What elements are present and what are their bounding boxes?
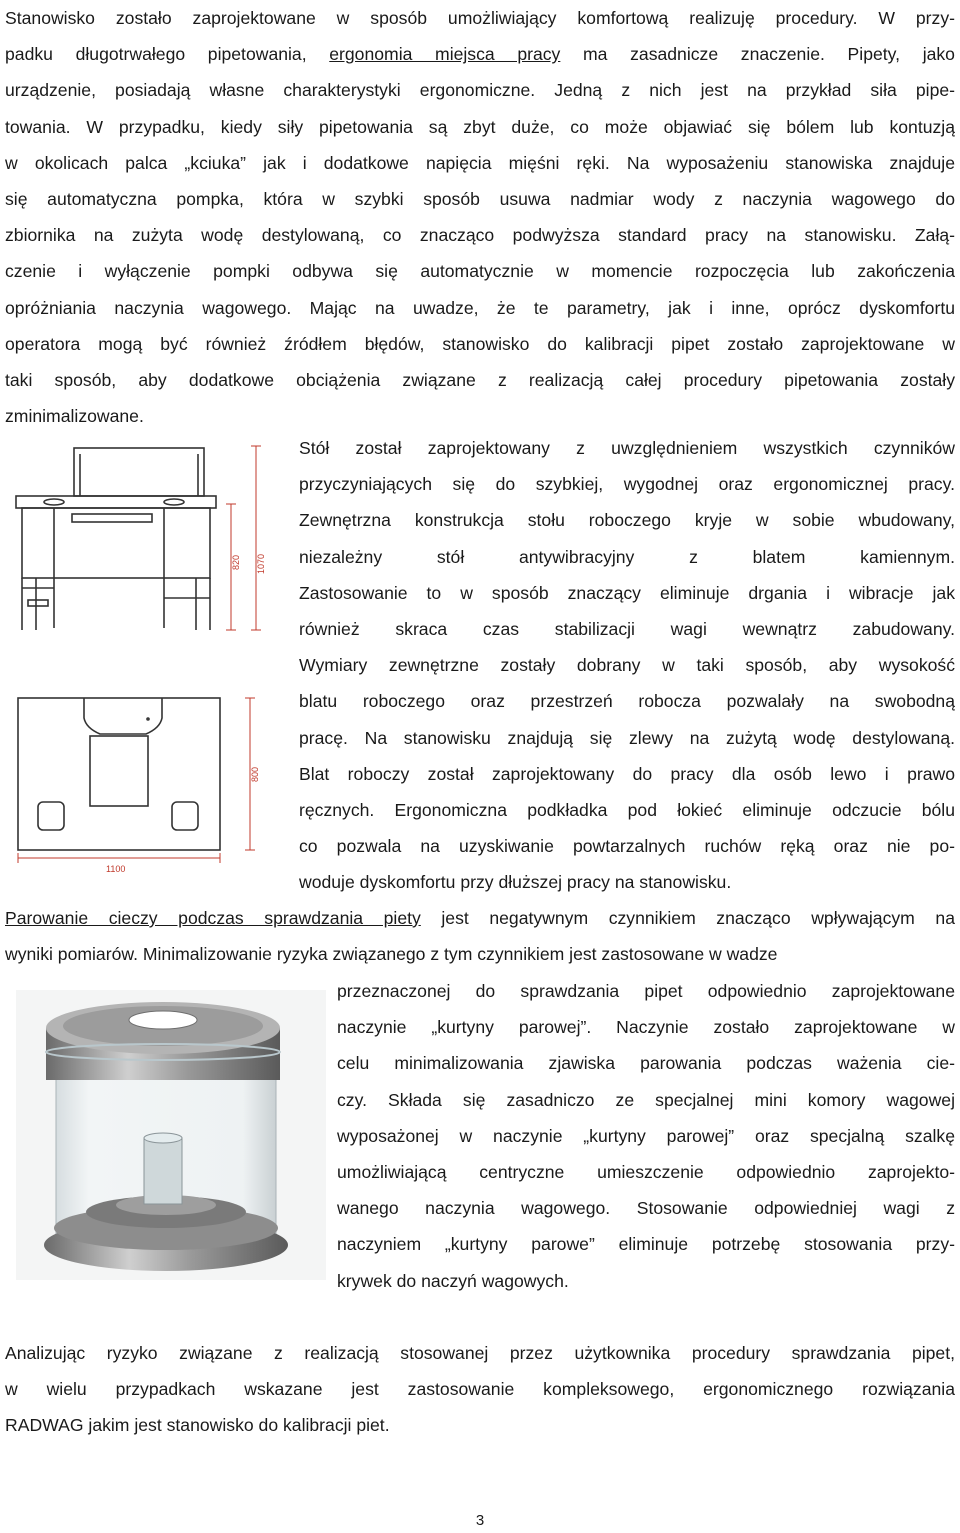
text-line: również skraca czas stabilizacji wagi wewnątrz zabudowany. bbox=[299, 618, 955, 639]
text-line bbox=[5, 36, 955, 72]
paragraph-3 bbox=[5, 900, 955, 972]
text-line: ręcznych. Ergonomiczna podkładka pod łokieć eliminuje odczucie bólu bbox=[299, 799, 955, 820]
text-line: taki sposób, aby dodatkowe obciążenia związane z realizacją całej procedury pipetowania zostały bbox=[5, 369, 955, 390]
text-line: zminimalizowane. bbox=[5, 406, 144, 427]
text-line: Zastosowanie to w sposób znaczący eliminuje drgania i wibracje jak bbox=[299, 582, 955, 603]
text-segment: jest negatywnym czynnikiem znacząco wpływającym na bbox=[420, 908, 955, 928]
paragraph-4 bbox=[337, 973, 955, 1299]
underlined-phrase: ergonomia miejsca pracy bbox=[329, 44, 561, 65]
dimension-label-1070: 1070 bbox=[256, 553, 266, 574]
text-line: czy. Składa się zasadniczo ze specjalnej mini komory wagowej bbox=[337, 1089, 955, 1110]
text-line: Zewnętrzna konstrukcja stołu roboczego kryje w sobie wbudowany, bbox=[299, 510, 955, 531]
text-line: Stół został zaprojektowany z uwzględnieniem wszystkich czynników bbox=[299, 438, 955, 458]
text-line: umożliwiającą centryczne umieszczenie odpowiednio zaprojekto- bbox=[337, 1161, 955, 1182]
text-line: w okolicach palca „kciuka” jak i dodatkowe napięcia mięśni ręki. Na wyposażeniu stanowiska znajduje bbox=[5, 152, 955, 173]
text-line: naczyniem „kurtyny parowe” eliminuje potrzebę stosowania przy- bbox=[337, 1234, 955, 1255]
desk-front-view-drawing bbox=[14, 438, 276, 634]
text-segment: ma zasadnicze znaczenie. Pipety, jako bbox=[560, 44, 955, 65]
dimension-label-820: 820 bbox=[231, 554, 241, 570]
text-line: przyczyniających się do szybkiej, wygodnej oraz ergonomicznej pracy. bbox=[299, 474, 955, 495]
desk-front-view-lines bbox=[16, 448, 216, 630]
text-line: krywek do naczyń wagowych. bbox=[337, 1270, 569, 1291]
text-line: się automatyczna pompka, która w szybki sposób usuwa nadmiar wody z naczynia wagowego do bbox=[5, 188, 955, 209]
text-segment: padku długotrwałego pipetowania, bbox=[5, 44, 330, 65]
text-line bbox=[5, 900, 955, 936]
text-line: w wielu przypadkach wskazane jest zastosowanie kompleksowego, ergonomicznego rozwiązania bbox=[5, 1379, 955, 1400]
text-line: zbiornika na zużyta wodę destylowaną, co znacząco podwyższa standard pracy na stanowisku. Załą- bbox=[5, 225, 955, 246]
text-line: Analizując ryzyko związane z realizacją stosowanej przez użytkownika procedury sprawdzania pipet, bbox=[5, 1343, 955, 1363]
text-line: wyniki pomiarów. Minimalizowanie ryzyka związanego z tym czynnikiem jest zastosowane w wadze bbox=[5, 944, 778, 965]
text-line: woduje dyskomfortu przy dłuższej pracy na stanowisku. bbox=[299, 872, 732, 893]
text-line: pracę. Na stanowisku znajdują się zlewy na zużytą wodę destylowaną. bbox=[299, 727, 955, 748]
text-line: urządzenie, posiadają własne charakterystyki ergonomiczne. Jedną z nich jest na przykład siła pipe- bbox=[5, 80, 955, 101]
text-line: celu minimalizowania zjawiska parowania podczas ważenia cie- bbox=[337, 1053, 955, 1074]
paragraph-2 bbox=[299, 430, 955, 900]
text-line: blatu roboczego oraz przestrzeń robocza pozwalały na swobodną bbox=[299, 691, 955, 712]
text-line: Stanowisko zostało zaprojektowane w sposób umożliwiający komfortową realizuję procedury. W przy- bbox=[5, 8, 955, 28]
text-line: towania. W przypadku, kiedy siły pipetowania są zbyt duże, co może objawiać się bólem lub kontuzją bbox=[5, 116, 955, 137]
text-line: wyposażonej w naczynie „kurtyny parowej” oraz specjalną szalkę bbox=[337, 1125, 955, 1146]
desk-top-view-lines bbox=[18, 698, 220, 850]
text-line: operatora mogą być również źródłem błędów, stanowisko do kalibracji pipet zostało zaprojektowane w bbox=[5, 333, 955, 354]
underlined-phrase: Parowanie cieczy podczas sprawdzania piety bbox=[5, 908, 421, 928]
text-line: opróżniania naczynia wagowego. Mając na uwadze, że te parametry, jak i inne, oprócz dyskomfortu bbox=[5, 297, 955, 318]
front-dimension-lines bbox=[226, 446, 261, 630]
text-line: wanego naczynia wagowego. Stosowanie odpowiedniej wagi z bbox=[337, 1198, 955, 1219]
text-line: naczynie „kurtyny parowej”. Naczynie zostało zaprojektowane w bbox=[337, 1017, 955, 1038]
page-number: 3 bbox=[475, 1512, 485, 1529]
dimension-label-800: 800 bbox=[250, 766, 260, 782]
paragraph-5 bbox=[5, 1335, 955, 1444]
vapor-curtain-vessel-photo bbox=[16, 990, 326, 1280]
text-line: Wymiary zewnętrzne zostały dobrany w taki sposób, aby wysokość bbox=[299, 655, 955, 676]
text-line: Blat roboczy został zaprojektowany do pracy dla osób lewo i prawo bbox=[299, 763, 955, 784]
paragraph-1 bbox=[5, 0, 955, 434]
text-line: przeznaczonej do sprawdzania pipet odpowiednio zaprojektowane bbox=[337, 981, 955, 1001]
desk-top-view-drawing bbox=[14, 694, 276, 878]
text-line: co pozwala na uzyskiwanie powtarzalnych ruchów ręką oraz nie po- bbox=[299, 836, 955, 857]
text-line: RADWAG jakim jest stanowisko do kalibracji piet. bbox=[5, 1415, 390, 1436]
text-line: niezależny stół antywibracyjny z blatem kamiennym. bbox=[299, 546, 955, 567]
text-line: czenie i wyłączenie pompki odbywa się automatycznie w momencie rozpoczęcia lub zakończenia bbox=[5, 261, 955, 282]
dimension-label-1100: 1100 bbox=[106, 864, 126, 874]
